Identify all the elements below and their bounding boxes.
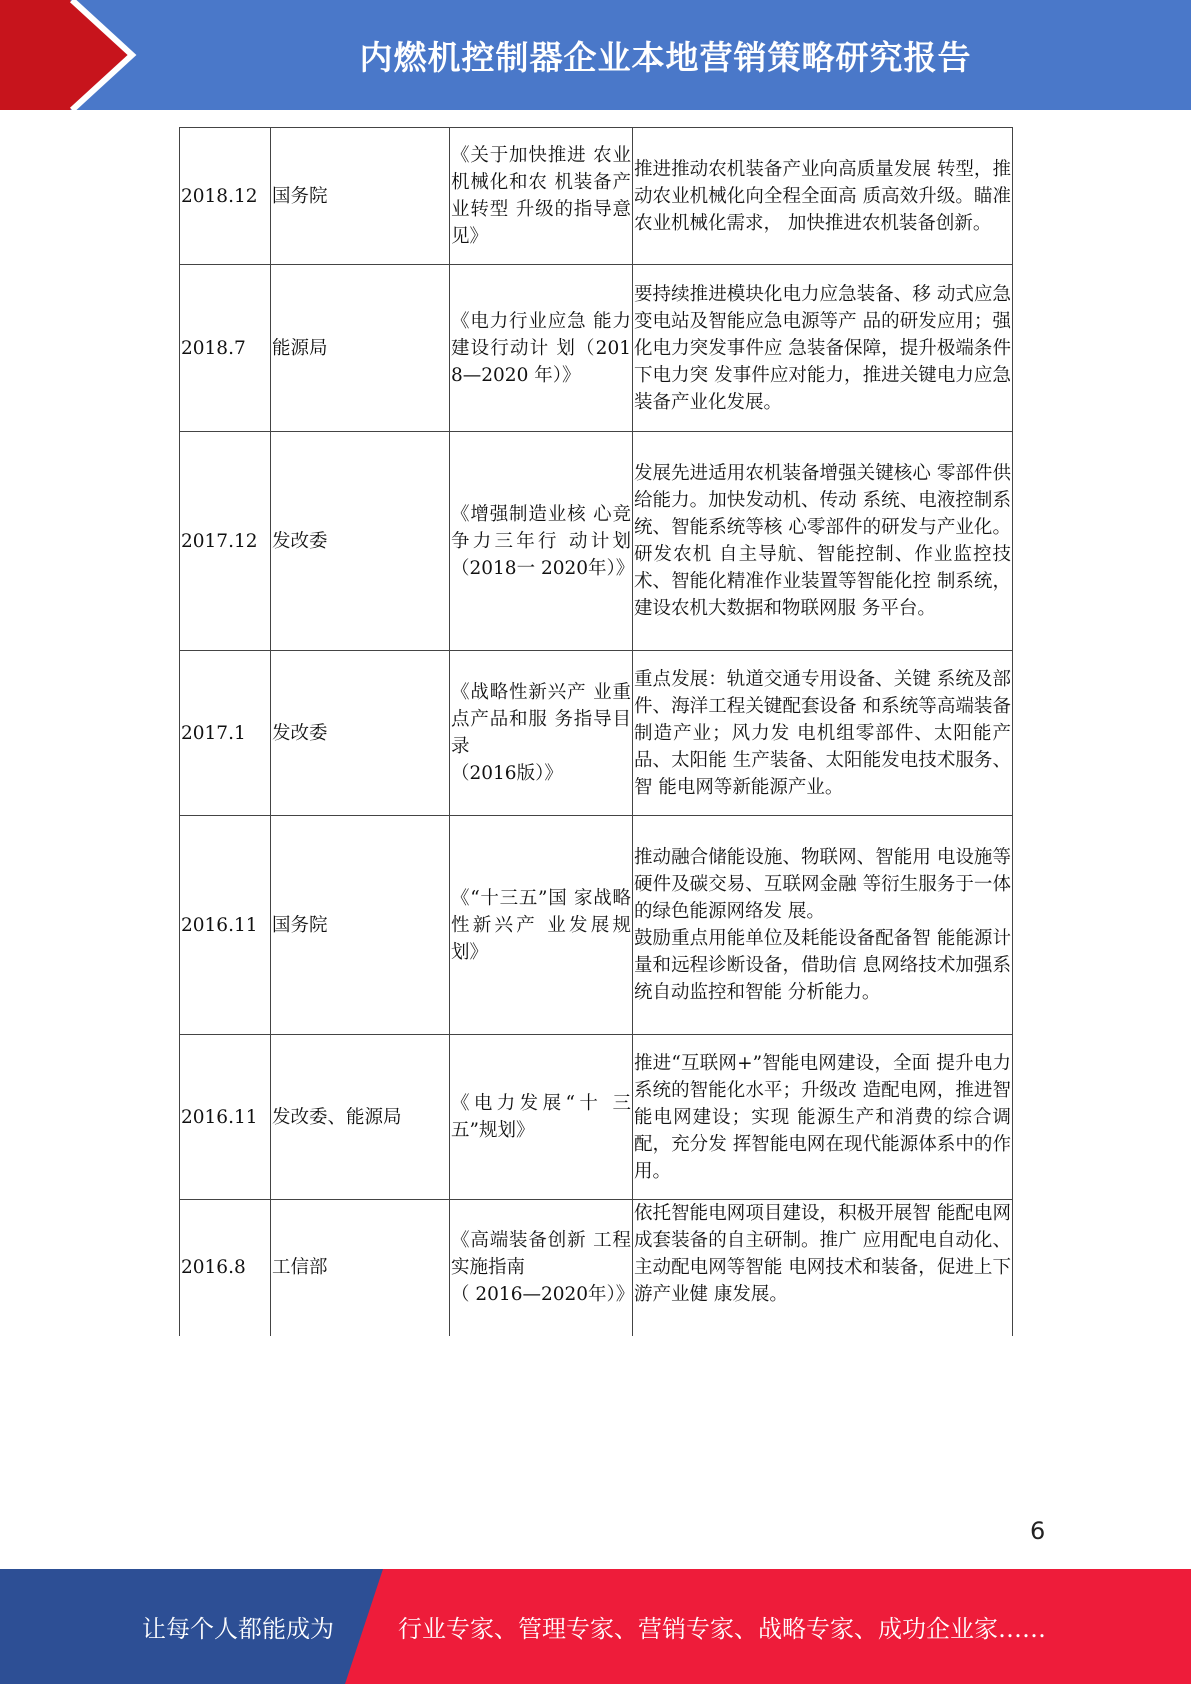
table-row [180,1035,1013,1200]
footer-slogan-right: 行业专家、管理专家、营销专家、战略专家、成功企业家…… [398,1615,1046,1643]
document-cell [450,651,633,816]
date-cell: 2018.12 [180,128,271,265]
document-cell: 《增强制造业核 心竞争力三年行 动计划（2018一 2020年）》 [450,432,633,651]
table-row [180,128,1013,265]
table-row [180,1200,1013,1336]
document-cell [450,1200,633,1336]
date-cell: 2018.7 [180,265,271,432]
document-cell: 《电力发展“十 三五”规划》 [450,1035,633,1200]
table-row [180,651,1013,816]
page-footer [0,1569,1191,1684]
date-cell: 2017.1 [180,651,271,816]
department-cell: 发改委 [271,651,450,816]
policy-table [179,127,1013,1336]
department-cell: 国务院 [271,128,450,265]
content-cell: 推进“互联网+”智能电网建设，全面 提升电力系统的智能化水平；升级改 造配电网，推进智能电网建设；实现 能源生产和消费的综合调配，充分发 挥智能电网在现代能源体系中的作 用。 [633,1035,1013,1200]
content-cell [633,816,1013,1035]
date-cell: 2016.8 [180,1200,271,1336]
content-paragraph: 鼓励重点用能单位及耗能设备配备智 能能源计量和远程诊断设备，借助信 息网络技术加强系统自动监控和智能 分析能力。 [634,928,1011,1003]
content-cell: 重点发展：轨道交通专用设备、关键 系统及部件、海洋工程关键配套设备 和系统等高端装备制造产业；风力发 电机组零部件、太阳能产品、太阳能 生产装备、太阳能发电技术服务、智 能电网等新能源产业。 [633,651,1013,816]
document-title-line: （ 2016—2020年）》 [451,1284,635,1306]
table-row [180,816,1013,1035]
header-red-arrow-decoration [0,0,150,110]
header-title: 内燃机控制器企业本地营销策略研究报告 [359,37,972,77]
date-cell: 2016.11 [180,1035,271,1200]
document-title-line: 《高端装备创新 工程实施指南 [451,1230,631,1279]
document-cell: 《关于加快推进 农业机械化和农 机装备产业转型 升级的指导意 见》 [450,128,633,265]
page-header [0,0,1191,110]
document-title-line: （2016版）》 [451,763,563,784]
content-paragraph: 推动融合储能设施、物联网、智能用 电设施等硬件及碳交易、互联网金融 等衍生服务于一体的绿色能源网络发 展。 [634,847,1011,922]
content-cell: 要持续推进模块化电力应急装备、移 动式应急变电站及智能应急电源等产 品的研发应用；强化电力突发事件应 急装备保障，提升极端条件下电力突 发事件应对能力，推进关键电力应急 装备产业化发展。 [633,265,1013,432]
document-cell: 《电力行业应急 能力建设行动计 划（2018—2020 年）》 [450,265,633,432]
department-cell: 能源局 [271,265,450,432]
content-cell: 推进推动农机装备产业向高质量发展 转型，推动农业机械化向全程全面高 质高效升级。瞄准农业机械化需求， 加快推进农机装备创新。 [633,128,1013,265]
table-row [180,432,1013,651]
department-cell: 国务院 [271,816,450,1035]
department-cell: 发改委、能源局 [271,1035,450,1200]
document-cell: 《“十三五”国 家战略性新兴产 业发展规划》 [450,816,633,1035]
table-row [180,265,1013,432]
department-cell: 工信部 [271,1200,450,1336]
document-title-line: 《战略性新兴产 业重点产品和服 务指导目录 [451,682,631,757]
footer-slogan-left: 让每个人都能成为 [142,1615,334,1643]
page-number: 6 [1030,1517,1046,1545]
date-cell: 2016.11 [180,816,271,1035]
content-cell: 依托智能电网项目建设，积极开展智 能配电网成套装备的自主研制。推广 应用配电自动化、主动配电网等智能 电网技术和装备，促进上下游产业健 康发展。 [633,1200,1013,1336]
department-cell: 发改委 [271,432,450,651]
date-cell: 2017.12 [180,432,271,651]
content-cell: 发展先进适用农机装备增强关键核心 零部件供给能力。加快发动机、传动 系统、电液控制系统、智能系统等核 心零部件的研发与产业化。研发农机 自主导航、智能控制、作业监控技 术、智能化精准作业装置等智能化控 制系统，建设农机大数据和物联网服 务平台。 [633,432,1013,651]
